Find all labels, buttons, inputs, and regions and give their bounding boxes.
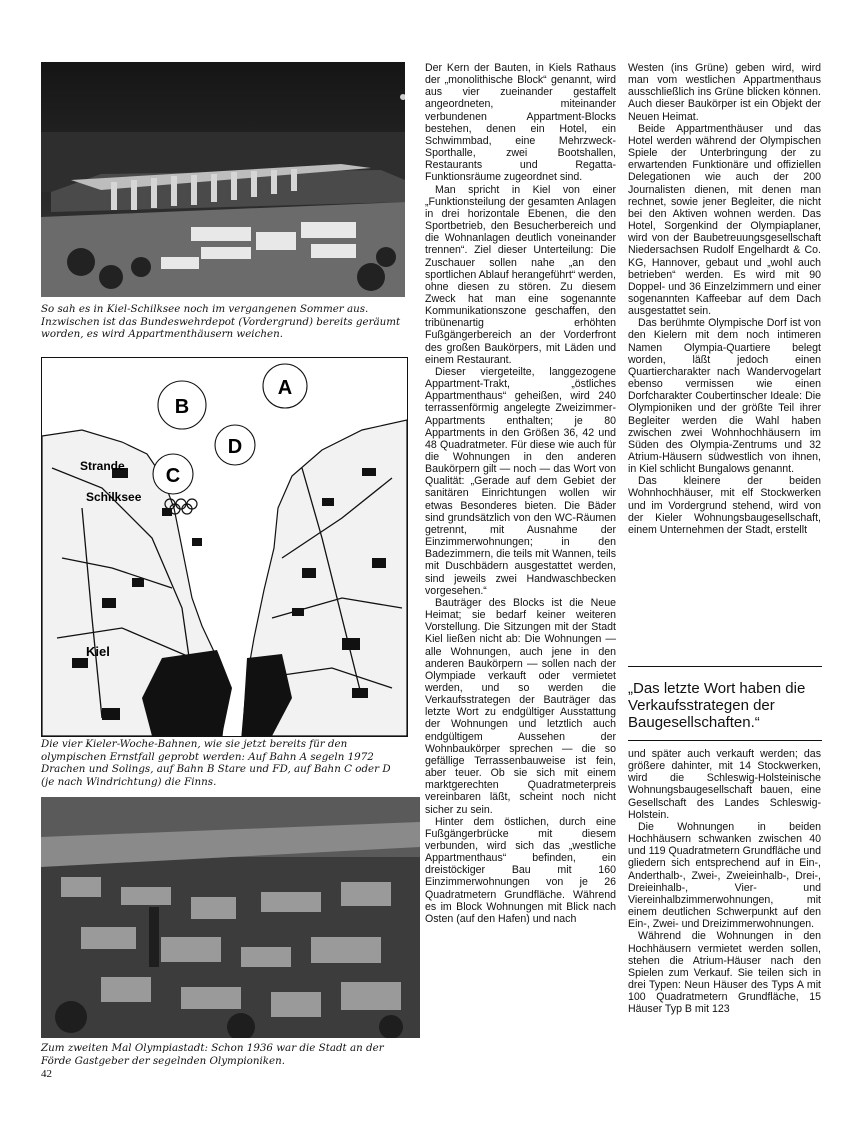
page-number: 42 (41, 1068, 52, 1080)
paragraph: Das berühmte Olympische Dorf ist von den Kielern mit dem noch intimeren Namen Olympia-Quartiere belegt worden, läßt jedoch einen Quartiercharakter nach Wandervogelart ebenso vermissen wie einen Dorfcharakter Coubertinscher Ideale: Die Olympioniken und der größte Teil ihrer Begleiter werden die Wahl haben zwischen zwei Wohnhochhäusern im Süden des Olympia-Zentrums und 32 Atrium-Häusern südwestlich von ihnen, in Kiel schlicht Bungalows genannt. (628, 317, 821, 476)
pullquote-top-rule (628, 666, 822, 667)
paragraph: Dieser viergeteilte, langgezogene Appartment-Trakt, „östliches Appartmenthaus“ geheißen, wird 240 terrassenförmig angelegte Zweizimmer-Appartments enthalten; je 80 Appartments in den Größen 36, 42 und 48 Quadratmeter. Für diese wie auch für die Wohnungen in den anderen Baukörpern gilt — noch — das Wort von Qualität: „Gerade auf dem Gebiet der sanitären Einrichtungen wollen wir etwas Besonderes bieten. Die Bäder sind grundsätzlich von den WC-Räumen getrennt, mit Ausnahme der Einzimmerwohnungen; in den Badezimmern, die teils mit Wannen, teils mit Duschbädern ausgestattet werden, sind jeweils zwei Handwaschbecken vorgesehen.“ (425, 365, 616, 597)
course-label-d: D (227, 436, 243, 458)
paragraph: Die Wohnungen in beiden Hochhäusern schwanken zwischen 40 und 119 Quadratmetern Grundfläche und gliedern sich entsprechend auf in Ein-, Anderthalb-, Zwei-, Zweieinhalb-, Drei-, Dreieinhalb-, Vier- und Viereinhalbzimmerwohnungen, mit einem deutlichen Schwerpunkt auf den Ein-, Zwei- und Dreizimmerwohnungen. (628, 820, 821, 931)
paragraph: Das kleinere der beiden Wohnhochhäuser, mit elf Stockwerken und im Vordergrund stehend, wird von der Kieler Wohnungsbaugesellschaft, einem Unternehmen der Stadt, erstellt (628, 475, 821, 536)
paragraph: und später auch verkauft werden; das größere dahinter, mit 14 Stockwerken, wird die Schleswig-Holsteinische Wohnungsbaugesellschaft bauen, eine Gesellschaft des Landes Schleswig-Holstein. (628, 748, 821, 821)
text-column-2-bottom (628, 748, 821, 1015)
place-label-kiel: Kiel (86, 644, 110, 659)
map-regatta-courses (41, 357, 408, 737)
caption-photo-schilksee: So sah es in Kiel-Schilksee noch im vergangenen Sommer aus. Inzwischen ist das Bundeswehrdepot (Vordergrund) bereits geräumt worden, es wird Appartmenthäusern weichen. (41, 303, 401, 341)
course-label-a: A (277, 377, 293, 399)
paragraph: Bauträger des Blocks ist die Neue Heimat; sie bedarf keiner weiteren Vorstellung. Die Sitzungen mit der Stadt Kiel ließen nicht ab: Die Wohnungen — alle Wohnungen, auch jene in den anderen Baukörpern — sollen nach der Olympiade verkauft oder vermietet werden, und so werden die Verkaufsstrategen der Bauträger das letzte Wort zu endgültiger Ausstattung der Wohnungen und letztlich auch endgültigem Aussehen der Wohnbaukörper sprechen — die so gefällige Terrassenbauweise ist fein, aber teuer. Ob sie sich mit einem marktgerechten Quadratmeterpreis vereinbaren läßt, scheint noch nicht sicher zu sein. (425, 596, 616, 816)
photo-schilksee-harbour (41, 62, 405, 297)
place-label-schilksee: Schilksee (86, 490, 142, 504)
place-label-strande: Strande (80, 459, 125, 473)
pullquote-bottom-rule (628, 740, 822, 741)
kiel-city-aerial-image (41, 797, 420, 1038)
paragraph: Während die Wohnungen in den Hochhäusern vermietet werden sollen, stehen die Atrium-Häuser nach den Spielen zum Verkauf. Sie teilen sich in drei Typen: Neun Häuser des Typs A mit 100 Quadratmetern Grundfläche, 15 Häuser Typ B mit 123 (628, 930, 821, 1016)
caption-photo-kiel: Zum zweiten Mal Olympiastadt: Schon 1936 war die Stadt an der Förde Gastgeber der segelnden Olympioniken. (41, 1042, 384, 1067)
paragraph: Man spricht in Kiel von einer „Funktionsteilung der gesamten Anlagen in drei horizontale Ebenen, die den Sportbetrieb, den Besucherbereich und die Wohnanlagen deutlich voneinander trennen“. Ziel dieser Unterteilung: Die Zuschauer sollen nahe „an den sportlichen Ablauf herangeführt“ werden, ohne diesen zu stören. Zu diesem Zweck hat man eine sogenannte Kommunikationszone geschaffen, den tribünenartig erhöhten Fußgängerbereich an der Vorderfront des großen Baukörpers, mit Läden und einem Restaurant. (425, 183, 616, 366)
course-label-c: C (165, 465, 181, 487)
paragraph: Hinter dem östlichen, durch eine Fußgängerbrücke mit diesem verbunden, wird sich das „westliche Appartmenthaus“ befinden, ein dreistöckiger Bau mit 160 Einzimmerwohnungen von je 26 Quadratmetern Grundfläche. Während es im Block Wohnungen mit Blick nach Osten (auf den Hafen) und nach (425, 815, 616, 925)
paragraph: Der Kern der Bauten, in Kiels Rathaus der „monolithische Block“ genannt, wird aus vier zueinander gestaffelt angeordneten, miteinander verbundenen Appartment-Blocks bestehen, denen ein Hotel, ein Schwimmbad, eine Mehrzweck-Sporthalle, zwei Bootshallen, Restaurants und Regatta-Funktionsräume zugeordnet sind. (425, 62, 616, 184)
harbour-aerial-image (41, 62, 405, 297)
pullquote: „Das letzte Wort haben die Verkaufsstrategen der Baugesellschaften.“ (628, 680, 806, 731)
photo-kiel-aerial (41, 797, 420, 1038)
paragraph: Beide Appartmenthäuser und das Hotel werden während der Olympischen Spiele der Unterbringung der zu erwartenden Funktionäre und offiziellen Delegationen wie auch der 200 Journalisten dienen, mit denen man rechnet, sowie jener Begleiter, die nicht bei den Aktiven wohnen werden. Das Hotel, Sorgenkind der Olympiaplaner, wird von der Baubetreuungsgesellschaft Niedersachsen Rudolf Engelhardt & Co. KG, Hannover, gebaut und „wohl auch betrieben“ werden. Es wird mit 90 Doppel- und 36 Einzelzimmern und einer sogenannten Kaffeebar auf dem Dach ausgestattet sein. (628, 122, 821, 318)
course-label-b: B (174, 396, 190, 418)
kiel-fjord-map (42, 358, 407, 736)
text-column-2-top (628, 62, 821, 536)
caption-map: Die vier Kieler-Woche-Bahnen, wie sie jetzt bereits für den olympischen Ernstfall geprobt werden: Auf Bahn A segeln 1972 Drachen und Solings, auf Bahn B Stare und FD, auf Bahn C oder D (je nach Windrichtung) die Finns. (41, 738, 391, 788)
text-column-1 (425, 62, 616, 925)
paragraph: Westen (ins Grüne) geben wird, wird man vom westlichen Appartmenthaus ausschließlich ins Grüne blicken können. Auch dieser Baukörper ist ein Objekt der Neuen Heimat. (628, 62, 821, 123)
